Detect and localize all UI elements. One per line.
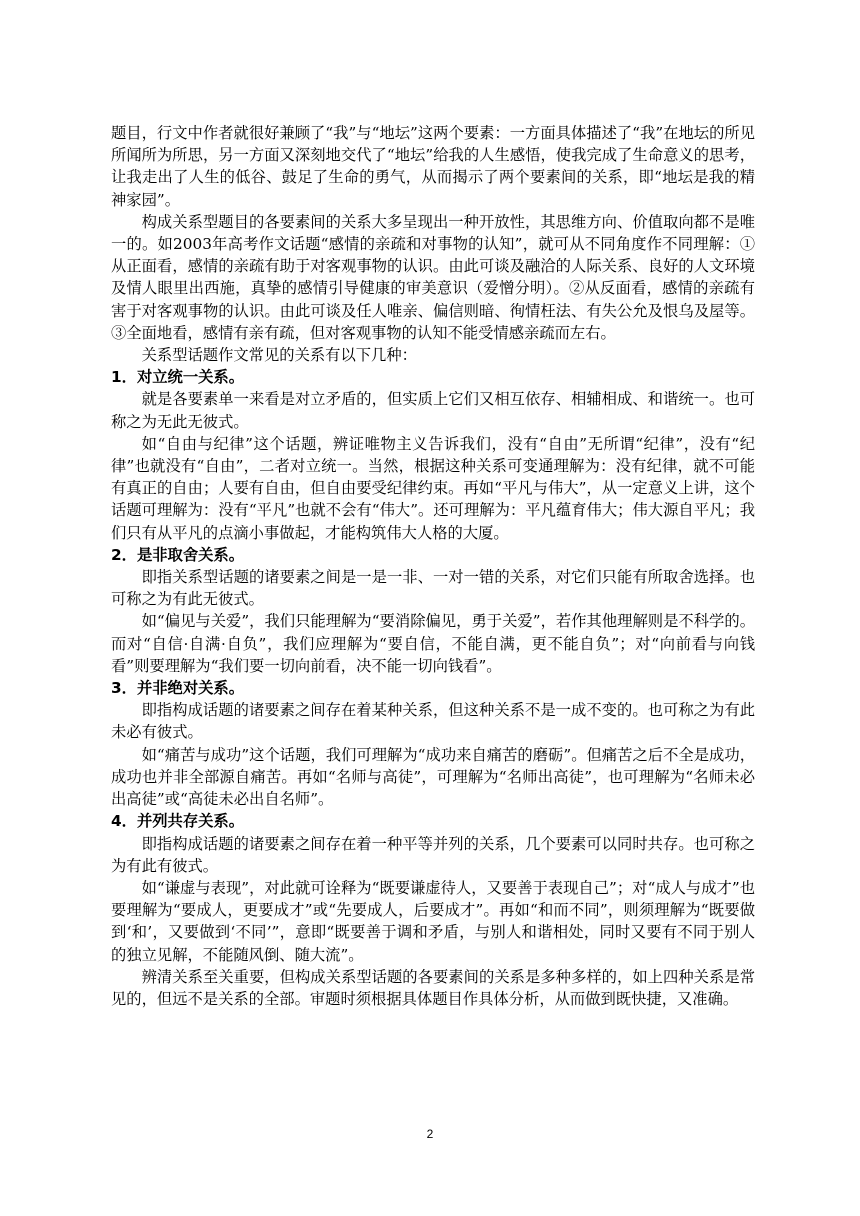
document-body	[111, 122, 755, 1010]
body-paragraph: 即指构成话题的诸要素之间存在着一种平等并列的关系，几个要素可以同时共存。也可称之为有此有彼式。	[111, 834, 755, 875]
body-paragraph: 关系型话题作文常见的关系有以下几种：	[141, 346, 417, 365]
section-heading: 1．对立统一关系。	[111, 368, 245, 387]
body-paragraph: 如“痛苦与成功”这个话题，我们可理解为“成功来自痛苦的磨砺”。但痛苦之后不全是成功，成功也并非全部源自痛苦。再如“名师与高徒”，可理解为“名师出高徒”，也可理解为“名师未必出高徒”或“高徒未必出自名师”。	[111, 745, 755, 809]
section-heading: 4．并列共存关系。	[111, 812, 245, 831]
body-paragraph: 如“偏见与关爱”，我们只能理解为“要消除偏见，勇于关爱”，若作其他理解则是不科学的。而对“自信·自满·自负”，我们应理解为“要自信，不能自满，更不能自负”；对“向前看与向钱看”则要理解为“我们要一切向前看，决不能一切向钱看”。	[111, 612, 755, 675]
section-heading: 3．并非绝对关系。	[111, 679, 245, 698]
body-paragraph: 构成关系型题目的各要素间的关系大多呈现出一种开放性，其思维方向、价值取向都不是唯一的。如2003年高考作文话题“感情的亲疏和对事物的认知”，就可从不同角度作不同理解：①从正面看，感情的亲疏有助于对客观事物的认识。由此可谈及融洽的人际关系、良好的人文环境及情人眼里出西施，真挚的感情引导健康的审美意识（爱憎分明）。②从反面看，感情的亲疏有害于对客观事物的认识。由此可谈及任人唯亲、偏信则暗、徇情枉法、有失公允及恨乌及屋等。③全面地看，感情有亲有疏，但对客观事物的认知不能受情感亲疏而左右。	[111, 212, 755, 342]
body-paragraph: 即指构成话题的诸要素之间存在着某种关系，但这种关系不是一成不变的。也可称之为有此未必有彼式。	[111, 701, 755, 742]
body-paragraph: 题目，行文中作者就很好兼顾了“我”与“地坛”这两个要素：一方面具体描述了“我”在地坛的所见所闻所为所思，另一方面又深刻地交代了“地坛”给我的人生感悟，使我完成了生命意义的思考，让我走出了人生的低谷、鼓足了生命的勇气，从而揭示了两个要素间的关系，即“地坛是我的精神家园”。	[111, 124, 755, 209]
body-paragraph: 如“自由与纪律”这个话题，辨证唯物主义告诉我们，没有“自由”无所谓“纪律”，没有“纪律”也就没有“自由”，二者对立统一。当然，根据这种关系可变通理解为：没有纪律，就不可能有真正的自由；人要有自由，但自由要受纪律约束。再如“平凡与伟大”，从一定意义上讲，这个话题可理解为：没有“平凡”也就不会有“伟大”。还可理解为：平凡蕴育伟大；伟大源自平凡；我们只有从平凡的点滴小事做起，才能构筑伟大人格的大厦。	[111, 434, 755, 542]
body-paragraph: 就是各要素单一来看是对立矛盾的，但实质上它们又相互依存、相辅相成、和谐统一。也可称之为无此无彼式。	[111, 390, 755, 431]
body-paragraph: 如“谦虚与表现”，对此就可诠释为“既要谦虚待人，又要善于表现自己”；对“成人与成才”也要理解为“要成人，更要成才”或“先要成人，后要成才”。再如“和而不同”，则须理解为“既要做到‘和’，又要做到‘不同’”，意即“既要善于调和矛盾，与别人和谐相处，同时又要有不同于别人的独立见解，不能随风倒、随大流”。	[111, 878, 755, 964]
page-number: 2	[426, 1127, 434, 1141]
section-heading: 2．是非取舍关系。	[111, 545, 245, 564]
body-paragraph: 辨清关系至关重要，但构成关系型话题的各要素间的关系是多种多样的，如上四种关系是常见的，但远不是关系的全部。审题时须根据具体题目作具体分析，从而做到既快捷，又准确。	[111, 967, 755, 1008]
body-paragraph: 即指关系型话题的诸要素之间是一是一非、一对一错的关系，对它们只能有所取舍选择。也可称之为有此无彼式。	[111, 568, 755, 609]
